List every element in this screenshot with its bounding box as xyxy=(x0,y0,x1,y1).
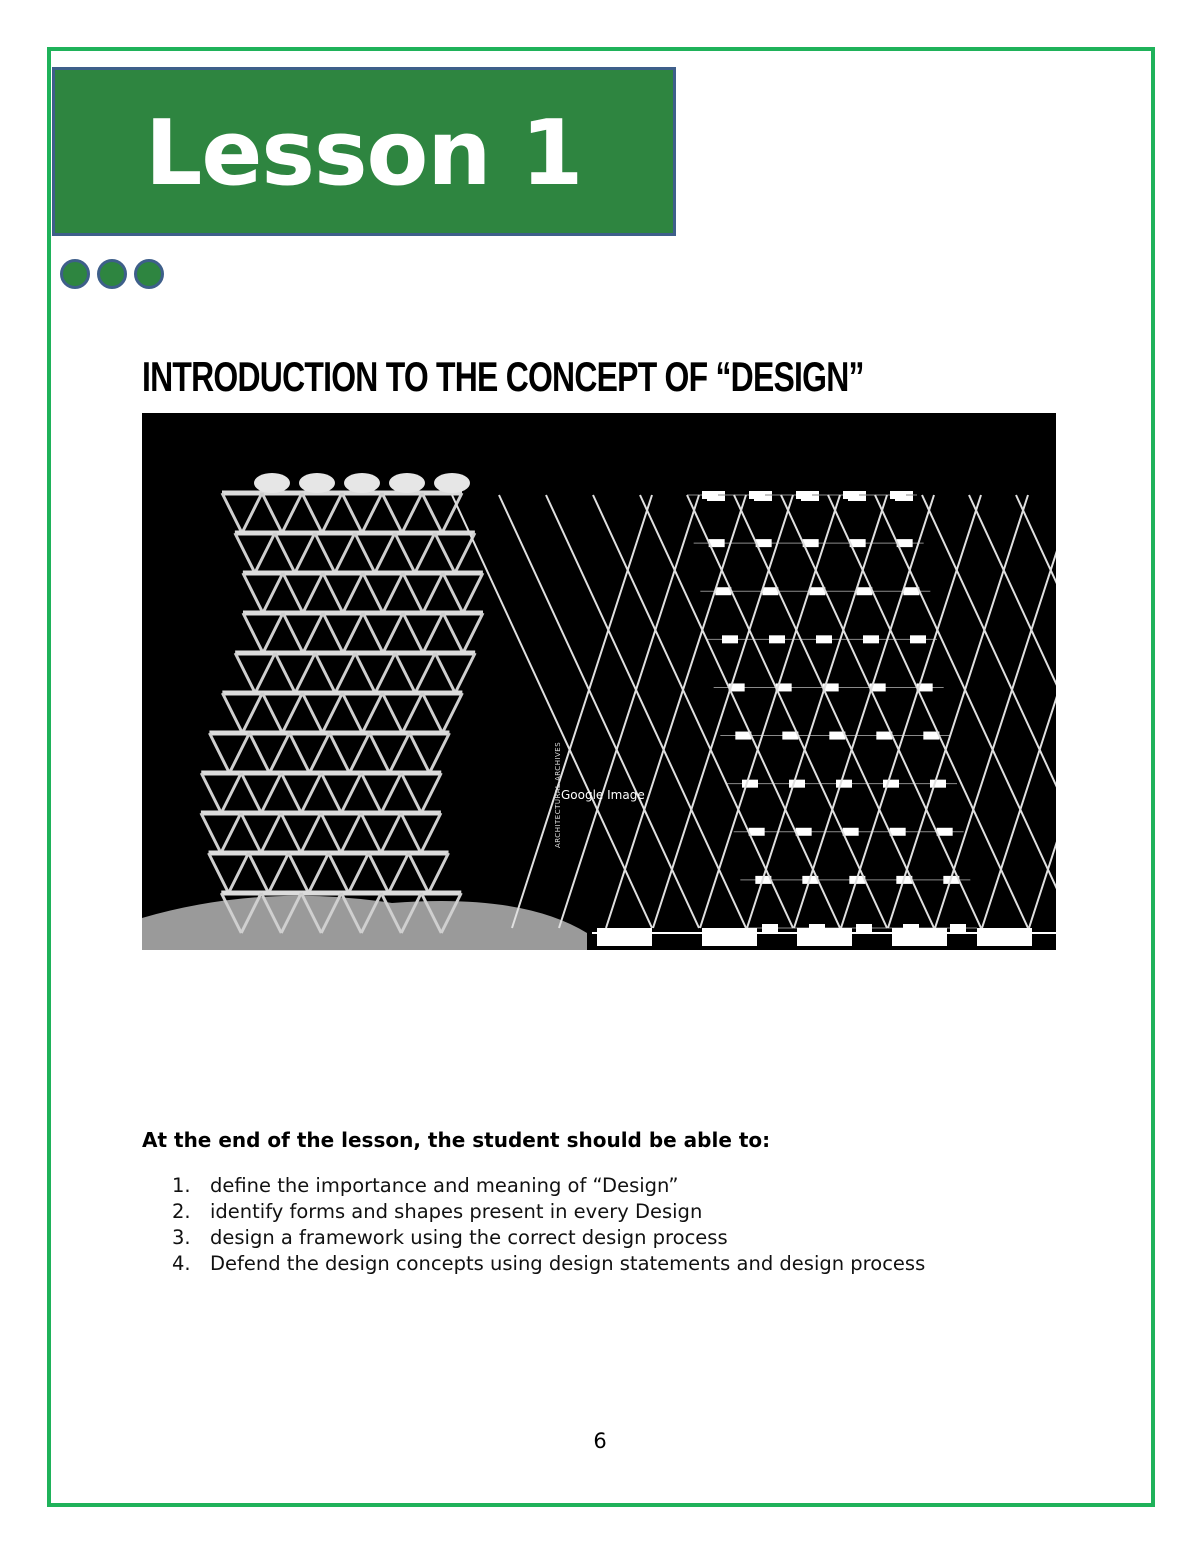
objective-item xyxy=(172,1225,925,1251)
decorative-dots xyxy=(60,259,164,289)
tower-illustration xyxy=(142,413,1056,950)
dot-2 xyxy=(97,259,127,289)
objective-number: 1. xyxy=(172,1174,191,1197)
objective-item xyxy=(172,1251,925,1277)
image-caption: Google Image xyxy=(561,788,645,802)
section-heading: INTRODUCTION TO THE CONCEPT OF “DESIGN” xyxy=(142,353,864,400)
objective-item xyxy=(172,1199,925,1225)
objectives-intro: At the end of the lesson, the student should be able to: xyxy=(142,1128,771,1152)
dot-3 xyxy=(134,259,164,289)
tower-structure-image xyxy=(142,413,1056,950)
objective-text: define the importance and meaning of “Design” xyxy=(210,1174,679,1197)
objective-item xyxy=(172,1173,925,1199)
image-credit: ARCHITECTURAL ARCHIVES xyxy=(554,741,562,848)
objective-text: Defend the design concepts using design statements and design process xyxy=(210,1252,926,1275)
page-number: 6 xyxy=(593,1429,607,1453)
objectives-list xyxy=(172,1173,925,1277)
objective-number: 4. xyxy=(172,1252,191,1275)
objective-text: design a framework using the correct design process xyxy=(210,1226,728,1249)
objective-number: 2. xyxy=(172,1200,191,1223)
dot-1 xyxy=(60,259,90,289)
lesson-banner xyxy=(52,67,676,236)
objective-text: identify forms and shapes present in every Design xyxy=(210,1200,703,1223)
lesson-title: Lesson 1 xyxy=(145,101,583,206)
objective-number: 3. xyxy=(172,1226,191,1249)
